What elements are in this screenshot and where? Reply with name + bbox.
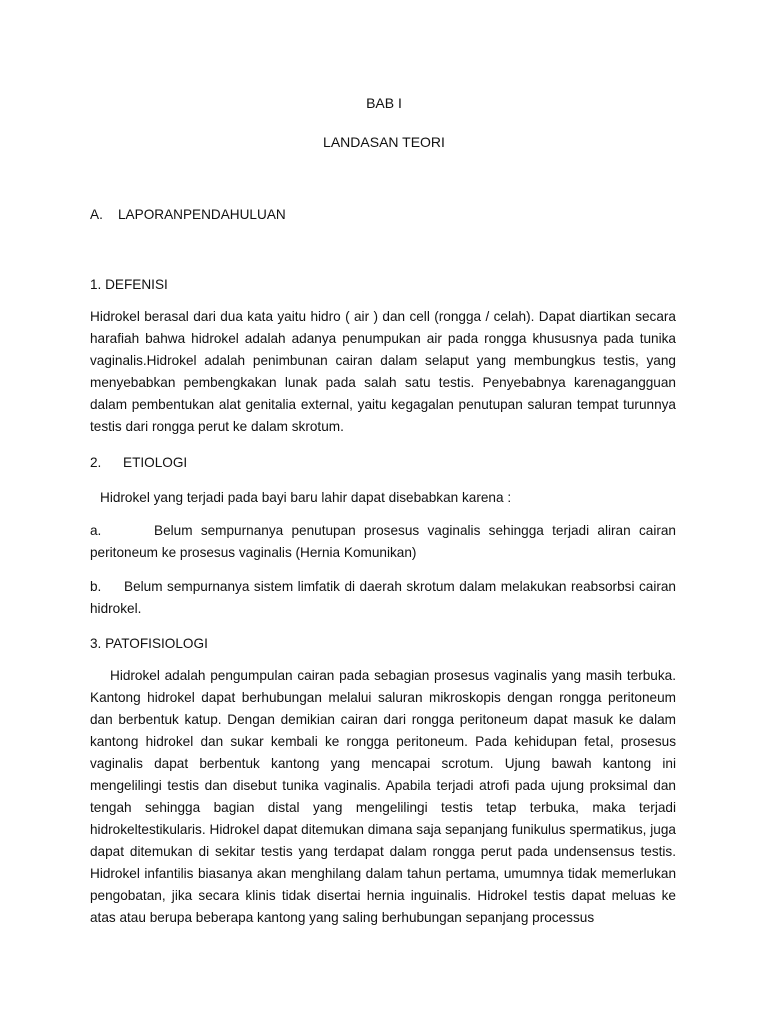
etiologi-item-b-line2: hidrokel. [90, 601, 142, 616]
etiologi-number: 2. [90, 455, 102, 470]
etiologi-item-a-line1 [90, 520, 676, 542]
etiologi-item-b [90, 576, 676, 620]
etiologi-heading [90, 452, 676, 474]
etiologi-item-b-text: Belum sempurnanya sistem limfatik di daerah skrotum dalam melakukan reabsorbsi cairan [124, 579, 676, 594]
etiologi-item-b-label: b. [90, 579, 102, 594]
section-a-label: A. [90, 207, 103, 222]
etiologi-item-b-line1 [90, 576, 676, 598]
etiologi-item-a [90, 520, 676, 564]
patofisiologi-paragraph: Hidrokel adalah pengumpulan cairan pada sebagian prosesus vaginalis yang masih terbuka. Kantong hidrokel dapat berhubungan melalui saluran mikroskopis dengan rongga peritoneum dan berbentuk katup. Dengan demikian cairan dari rongga peritoneum dapat masuk ke dalam kantong hidrokel dan sukar kembali ke rongga peritoneum. Pada kehidupan fetal, prosesus vaginalis dapat berbentuk kantong yang mencapai scrotum. Ujung bawah kantong ini mengelilingi testis dan disebut tunika vaginalis. Apabila terjadi atrofi pada ujung proksimal dan tengah sehingga bagian distal yang mengelilingi testis tetap terbuka, maka terjadi hidrokeltestikularis. Hidrokel dapat ditemukan dimana saja sepanjang funikulus spermatikus, juga dapat ditemukan di sekitar testis yang terdapat dalam rongga perut pada undensensus testis. Hidrokel infantilis biasanya akan menghilang dalam tahun pertama, umumnya tidak memerlukan pengobatan, jika secara klinis tidak disertai hernia inguinalis. Hidrokel testis dapat meluas ke atas atau berupa beberapa kantong yang saling berhubungan sepanjang processus [90, 668, 676, 925]
patofisiologi-heading: 3. PATOFISIOLOGI [90, 636, 208, 651]
etiologi-title: ETIOLOGI [123, 455, 188, 470]
etiologi-item-a-text: Belum sempurnanya penutupan prosesus vaginalis sehingga terjadi aliran cairan [154, 523, 676, 538]
defenisi-paragraph: Hidrokel berasal dari dua kata yaitu hidro ( air ) dan cell (rongga / celah). Dapat diartikan secara harafiah bahwa hidrokel adalah adanya penumpukan air pada rongga khususnya pada tunika vaginalis.Hidrokel adalah penimbunan cairan dalam selaput yang membungkus testis, yang menyebabkan pembengkakan lunak pada salah satu testis. Penyebabnya karenagangguan dalam pembentukan alat genitalia external, yaitu kegagalan penutupan saluran tempat turunnya testis dari rongga perut ke dalam skrotum. [90, 309, 676, 434]
section-a-heading [90, 204, 676, 226]
chapter-heading: BAB I [366, 95, 402, 111]
etiologi-item-a-line2: peritoneum ke prosesus vaginalis (Hernia Komunikan) [90, 545, 417, 560]
chapter-title: LANDASAN TEORI [323, 134, 445, 150]
etiologi-item-a-label: a. [90, 523, 102, 538]
section-a-text: LAPORANPENDAHULUAN [118, 207, 286, 222]
etiologi-intro: Hidrokel yang terjadi pada bayi baru lahir dapat disebabkan karena : [100, 490, 512, 505]
defenisi-heading: 1. DEFENISI [90, 277, 168, 292]
